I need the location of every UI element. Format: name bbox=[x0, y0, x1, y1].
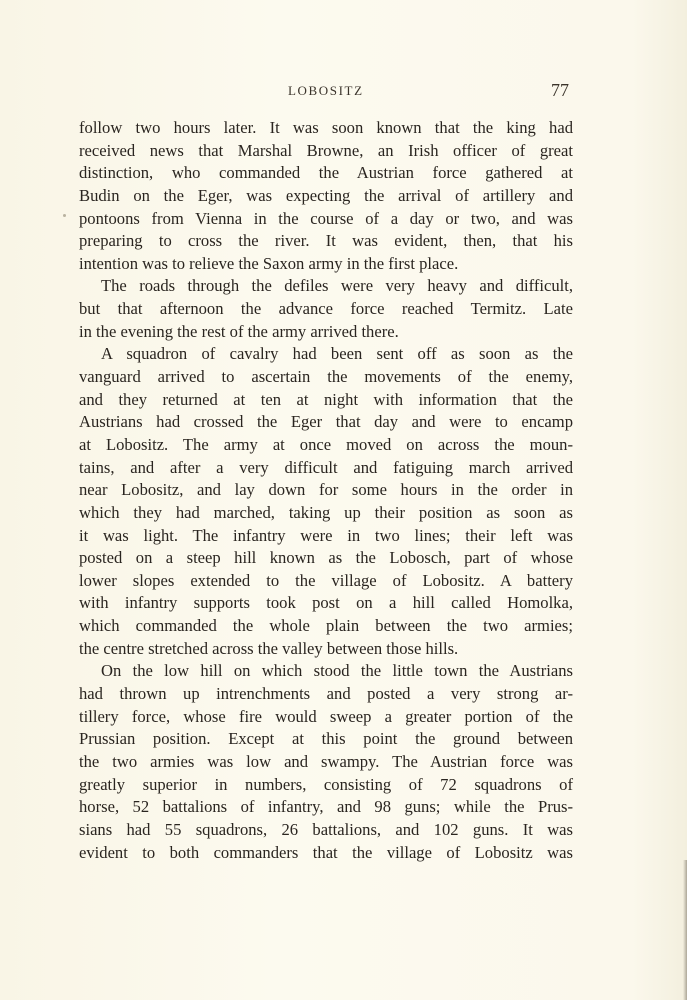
running-head-title: LOBOSITZ bbox=[288, 83, 364, 98]
text-line: lower slopes extended to the village of Lobositz. A battery bbox=[79, 570, 573, 590]
text-line: near Lobositz, and lay down for some hours in the order in bbox=[79, 480, 573, 500]
running-head bbox=[0, 80, 687, 104]
paragraph bbox=[79, 660, 573, 864]
text-line: horse, 52 battalions of infantry, and 98 guns; while the Prus- bbox=[79, 797, 573, 817]
text-line: had thrown up intrenchments and posted a very strong ar- bbox=[79, 684, 573, 704]
text-line: intention was to relieve the Saxon army in the first place. bbox=[79, 253, 459, 273]
page-edge-shadow bbox=[683, 860, 687, 1000]
text-line: evident to both commanders that the village of Lobositz was bbox=[79, 842, 573, 862]
text-line: and they returned at ten at night with information that the bbox=[79, 389, 573, 409]
text-line: which they had marched, taking up their position as soon as bbox=[79, 502, 573, 522]
text-line: Austrians had crossed the Eger that day and were to encamp bbox=[79, 412, 573, 432]
text-line: but that afternoon the advance force reached Termitz. Late bbox=[79, 299, 573, 319]
margin-speck bbox=[63, 214, 66, 217]
text-line: A squadron of cavalry had been sent off as soon as the bbox=[101, 344, 573, 364]
text-line: in the evening the rest of the army arrived there. bbox=[79, 321, 399, 341]
text-line: Prussian position. Except at this point the ground between bbox=[79, 729, 573, 749]
text-line: sians had 55 squadrons, 26 battalions, and 102 guns. It was bbox=[79, 819, 573, 839]
text-line: The roads through the defiles were very heavy and difficult, bbox=[101, 276, 573, 296]
paragraph bbox=[79, 117, 573, 275]
paragraph bbox=[79, 275, 573, 343]
text-line: greatly superior in numbers, consisting of 72 squadrons of bbox=[79, 774, 573, 794]
text-line: tillery force, whose fire would sweep a greater portion of the bbox=[79, 706, 573, 726]
text-line: Budin on the Eger, was expecting the arrival of artillery and bbox=[79, 185, 573, 205]
text-line: received news that Marshal Browne, an Irish officer of great bbox=[79, 140, 573, 160]
text-line: pontoons from Vienna in the course of a day or two, and was bbox=[79, 208, 573, 228]
text-line: which commanded the whole plain between the two armies; bbox=[79, 616, 573, 636]
page-number: 77 bbox=[551, 80, 569, 100]
text-line: tains, and after a very difficult and fatiguing march arrived bbox=[79, 457, 573, 477]
text-line: the centre stretched across the valley between those hills. bbox=[79, 638, 459, 658]
text-line: with infantry supports took post on a hill called Homolka, bbox=[79, 593, 573, 613]
text-line: vanguard arrived to ascertain the movements of the enemy, bbox=[79, 367, 573, 387]
paragraph bbox=[79, 343, 573, 660]
text-line: On the low hill on which stood the little town the Austrians bbox=[101, 661, 573, 681]
text-line: the two armies was low and swampy. The Austrian force was bbox=[79, 751, 573, 771]
text-line: distinction, who commanded the Austrian force gathered at bbox=[79, 163, 573, 183]
text-line: follow two hours later. It was soon known that the king had bbox=[79, 118, 573, 137]
text-line: posted on a steep hill known as the Lobosch, part of whose bbox=[79, 548, 573, 568]
text-line: preparing to cross the river. It was evident, then, that his bbox=[79, 231, 573, 251]
text-line: it was light. The infantry were in two lines; their left was bbox=[79, 525, 573, 545]
text-line: at Lobositz. The army at once moved on across the moun- bbox=[79, 434, 573, 454]
body-text bbox=[79, 117, 573, 864]
